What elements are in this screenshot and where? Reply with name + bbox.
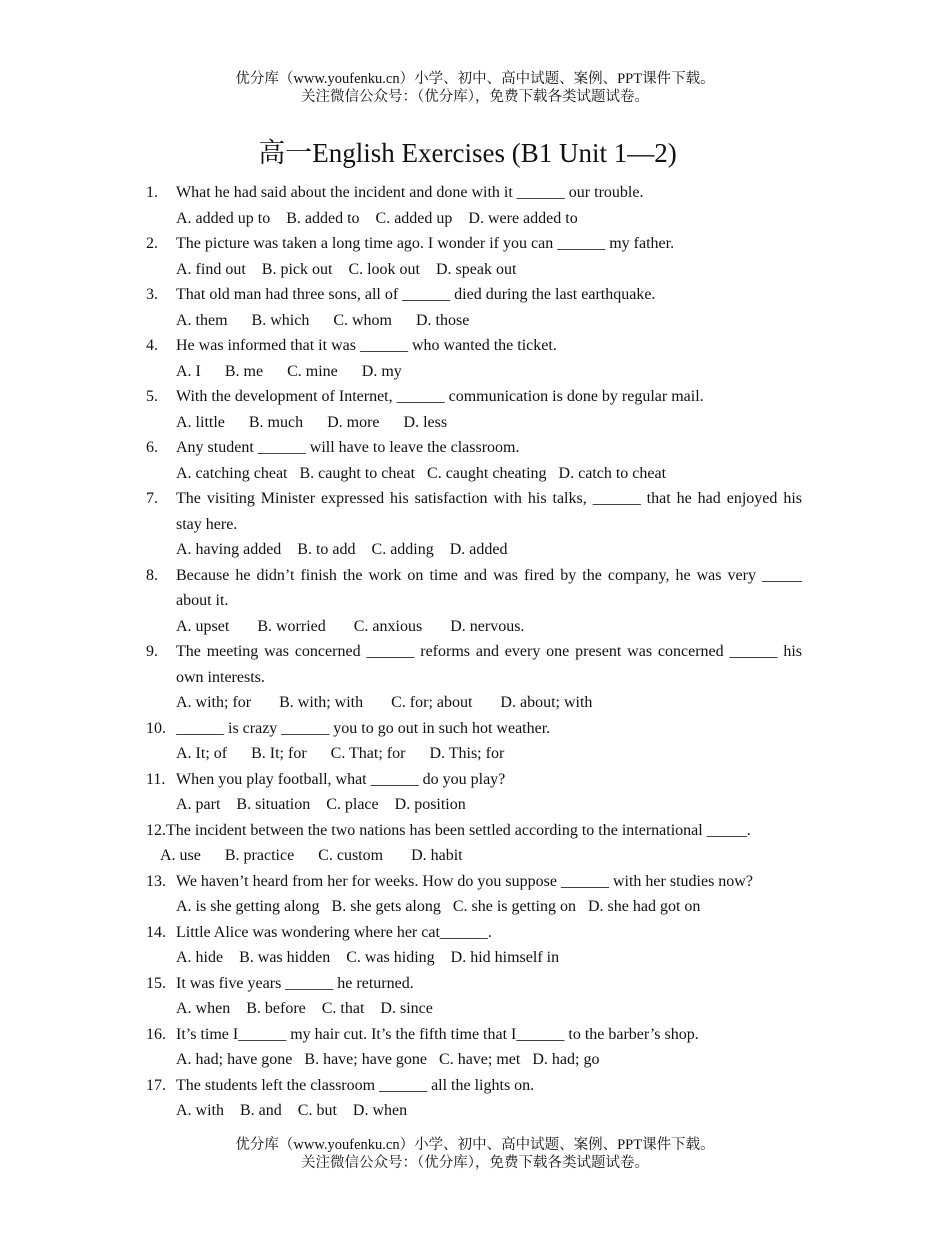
- question-item: [146, 282, 802, 333]
- header-line-2: 关注微信公众号：（优分库），免费下载各类试题试卷。: [301, 89, 649, 105]
- question-number: 14.: [146, 923, 166, 941]
- question-text: ______ is crazy ______ you to go out in such hot weather.: [176, 719, 551, 737]
- question-options: A. It; of B. It; for C. That; for D. This; for: [176, 745, 505, 762]
- question-number: 11.: [146, 770, 166, 788]
- question-item: [146, 435, 802, 486]
- question-item: [146, 869, 802, 920]
- question-number: 12.: [146, 821, 166, 839]
- question-item: [146, 716, 802, 767]
- question-options: A. use B. practice C. custom D. habit: [160, 847, 463, 864]
- page-footer: [0, 1136, 950, 1172]
- question-item: [146, 563, 802, 640]
- header-line-1: 优分库（www.youfenku.cn）小学、初中、高中试题、案例、PPT课件下载。: [235, 71, 715, 87]
- question-text: The incident between the two nations has been settled according to the international _____.: [166, 821, 751, 839]
- question-text: The picture was taken a long time ago. I wonder if you can ______ my father.: [176, 235, 675, 252]
- question-number: 6.: [146, 439, 158, 456]
- question-options: A. little B. much D. more D. less: [176, 413, 448, 431]
- question-options: A. catching cheat B. caught to cheat C. caught cheating D. catch to cheat: [176, 464, 667, 482]
- question-options: A. hide B. was hidden C. was hiding D. hid himself in: [176, 949, 560, 966]
- question-item: [146, 1073, 802, 1124]
- question-number: 7.: [146, 490, 158, 507]
- question-item: [146, 767, 802, 818]
- question-options: A. with B. and C. but D. when: [176, 1102, 408, 1119]
- question-number: 1.: [146, 184, 158, 201]
- question-item: [146, 231, 802, 282]
- question-text: That old man had three sons, all of ______ died during the last earthquake.: [176, 286, 656, 303]
- question-text: The visiting Minister expressed his satisfaction with his talks, ______ that he had enjoyed his stay here.: [176, 490, 802, 533]
- question-options: A. I B. me C. mine D. my: [176, 362, 402, 380]
- page-title: 高一English Exercises (B1 Unit 1—2): [258, 138, 677, 168]
- question-text: He was informed that it was ______ who wanted the ticket.: [176, 337, 557, 354]
- question-text: The students left the classroom ______ all the lights on.: [176, 1076, 535, 1094]
- question-text: When you play football, what ______ do you play?: [176, 770, 506, 788]
- question-number: 17.: [146, 1076, 166, 1094]
- question-item: [146, 333, 802, 384]
- question-item: [146, 971, 802, 1022]
- footer-line-1: 优分库（www.youfenku.cn）小学、初中、高中试题、案例、PPT课件下载。: [235, 1137, 715, 1153]
- question-number: 10.: [146, 719, 166, 737]
- question-text: It’s time I______ my hair cut. It’s the fifth time that I______ to the barber’s shop.: [176, 1025, 699, 1043]
- question-item: [146, 1022, 802, 1073]
- question-item: [146, 486, 802, 563]
- question-options: A. with; for B. with; with C. for; about D. about; with: [176, 694, 593, 711]
- question-options: A. find out B. pick out C. look out D. speak out: [176, 260, 517, 278]
- question-item: [146, 920, 802, 971]
- question-options: A. part B. situation C. place D. position: [176, 796, 466, 813]
- question-number: 13.: [146, 872, 166, 890]
- question-options: A. had; have gone B. have; have gone C. have; met D. had; go: [176, 1051, 600, 1068]
- question-text: Little Alice was wondering where her cat______.: [176, 923, 492, 941]
- question-item: [146, 384, 802, 435]
- question-options: A. upset B. worried C. anxious D. nervous.: [176, 617, 525, 635]
- question-number: 16.: [146, 1025, 166, 1043]
- question-text: What he had said about the incident and done with it ______ our trouble.: [176, 184, 644, 201]
- question-item: [146, 180, 802, 231]
- question-options: A. having added B. to add C. adding D. added: [176, 541, 508, 558]
- question-number: 8.: [146, 566, 158, 584]
- question-item: [146, 818, 802, 869]
- question-options: A. added up to B. added to C. added up D. were added to: [176, 209, 578, 227]
- question-text: With the development of Internet, ______ communication is done by regular mail.: [176, 388, 704, 405]
- page-header: [0, 70, 950, 106]
- question-item: [146, 639, 802, 716]
- question-text: Any student ______ will have to leave the classroom.: [176, 439, 520, 456]
- question-number: 2.: [146, 235, 158, 252]
- question-text: We haven’t heard from her for weeks. How do you suppose ______ with her studies now?: [176, 872, 753, 890]
- question-number: 4.: [146, 337, 158, 354]
- question-number: 9.: [146, 643, 158, 660]
- question-options: A. when B. before C. that D. since: [176, 1000, 433, 1017]
- question-list: [146, 180, 802, 1124]
- question-text: It was five years ______ he returned.: [176, 974, 414, 992]
- footer-line-2: 关注微信公众号：（优分库），免费下载各类试题试卷。: [301, 1155, 649, 1171]
- question-options: A. them B. which C. whom D. those: [176, 311, 470, 329]
- question-options: A. is she getting along B. she gets along C. she is getting on D. she had got on: [176, 898, 701, 915]
- question-number: 15.: [146, 974, 166, 992]
- question-number: 5.: [146, 388, 158, 405]
- question-text: Because he didn’t finish the work on time and was fired by the company, he was very _____ about it.: [176, 566, 802, 609]
- question-number: 3.: [146, 286, 158, 303]
- question-text: The meeting was concerned ______ reforms and every one present was concerned ______ his own interests.: [176, 643, 802, 686]
